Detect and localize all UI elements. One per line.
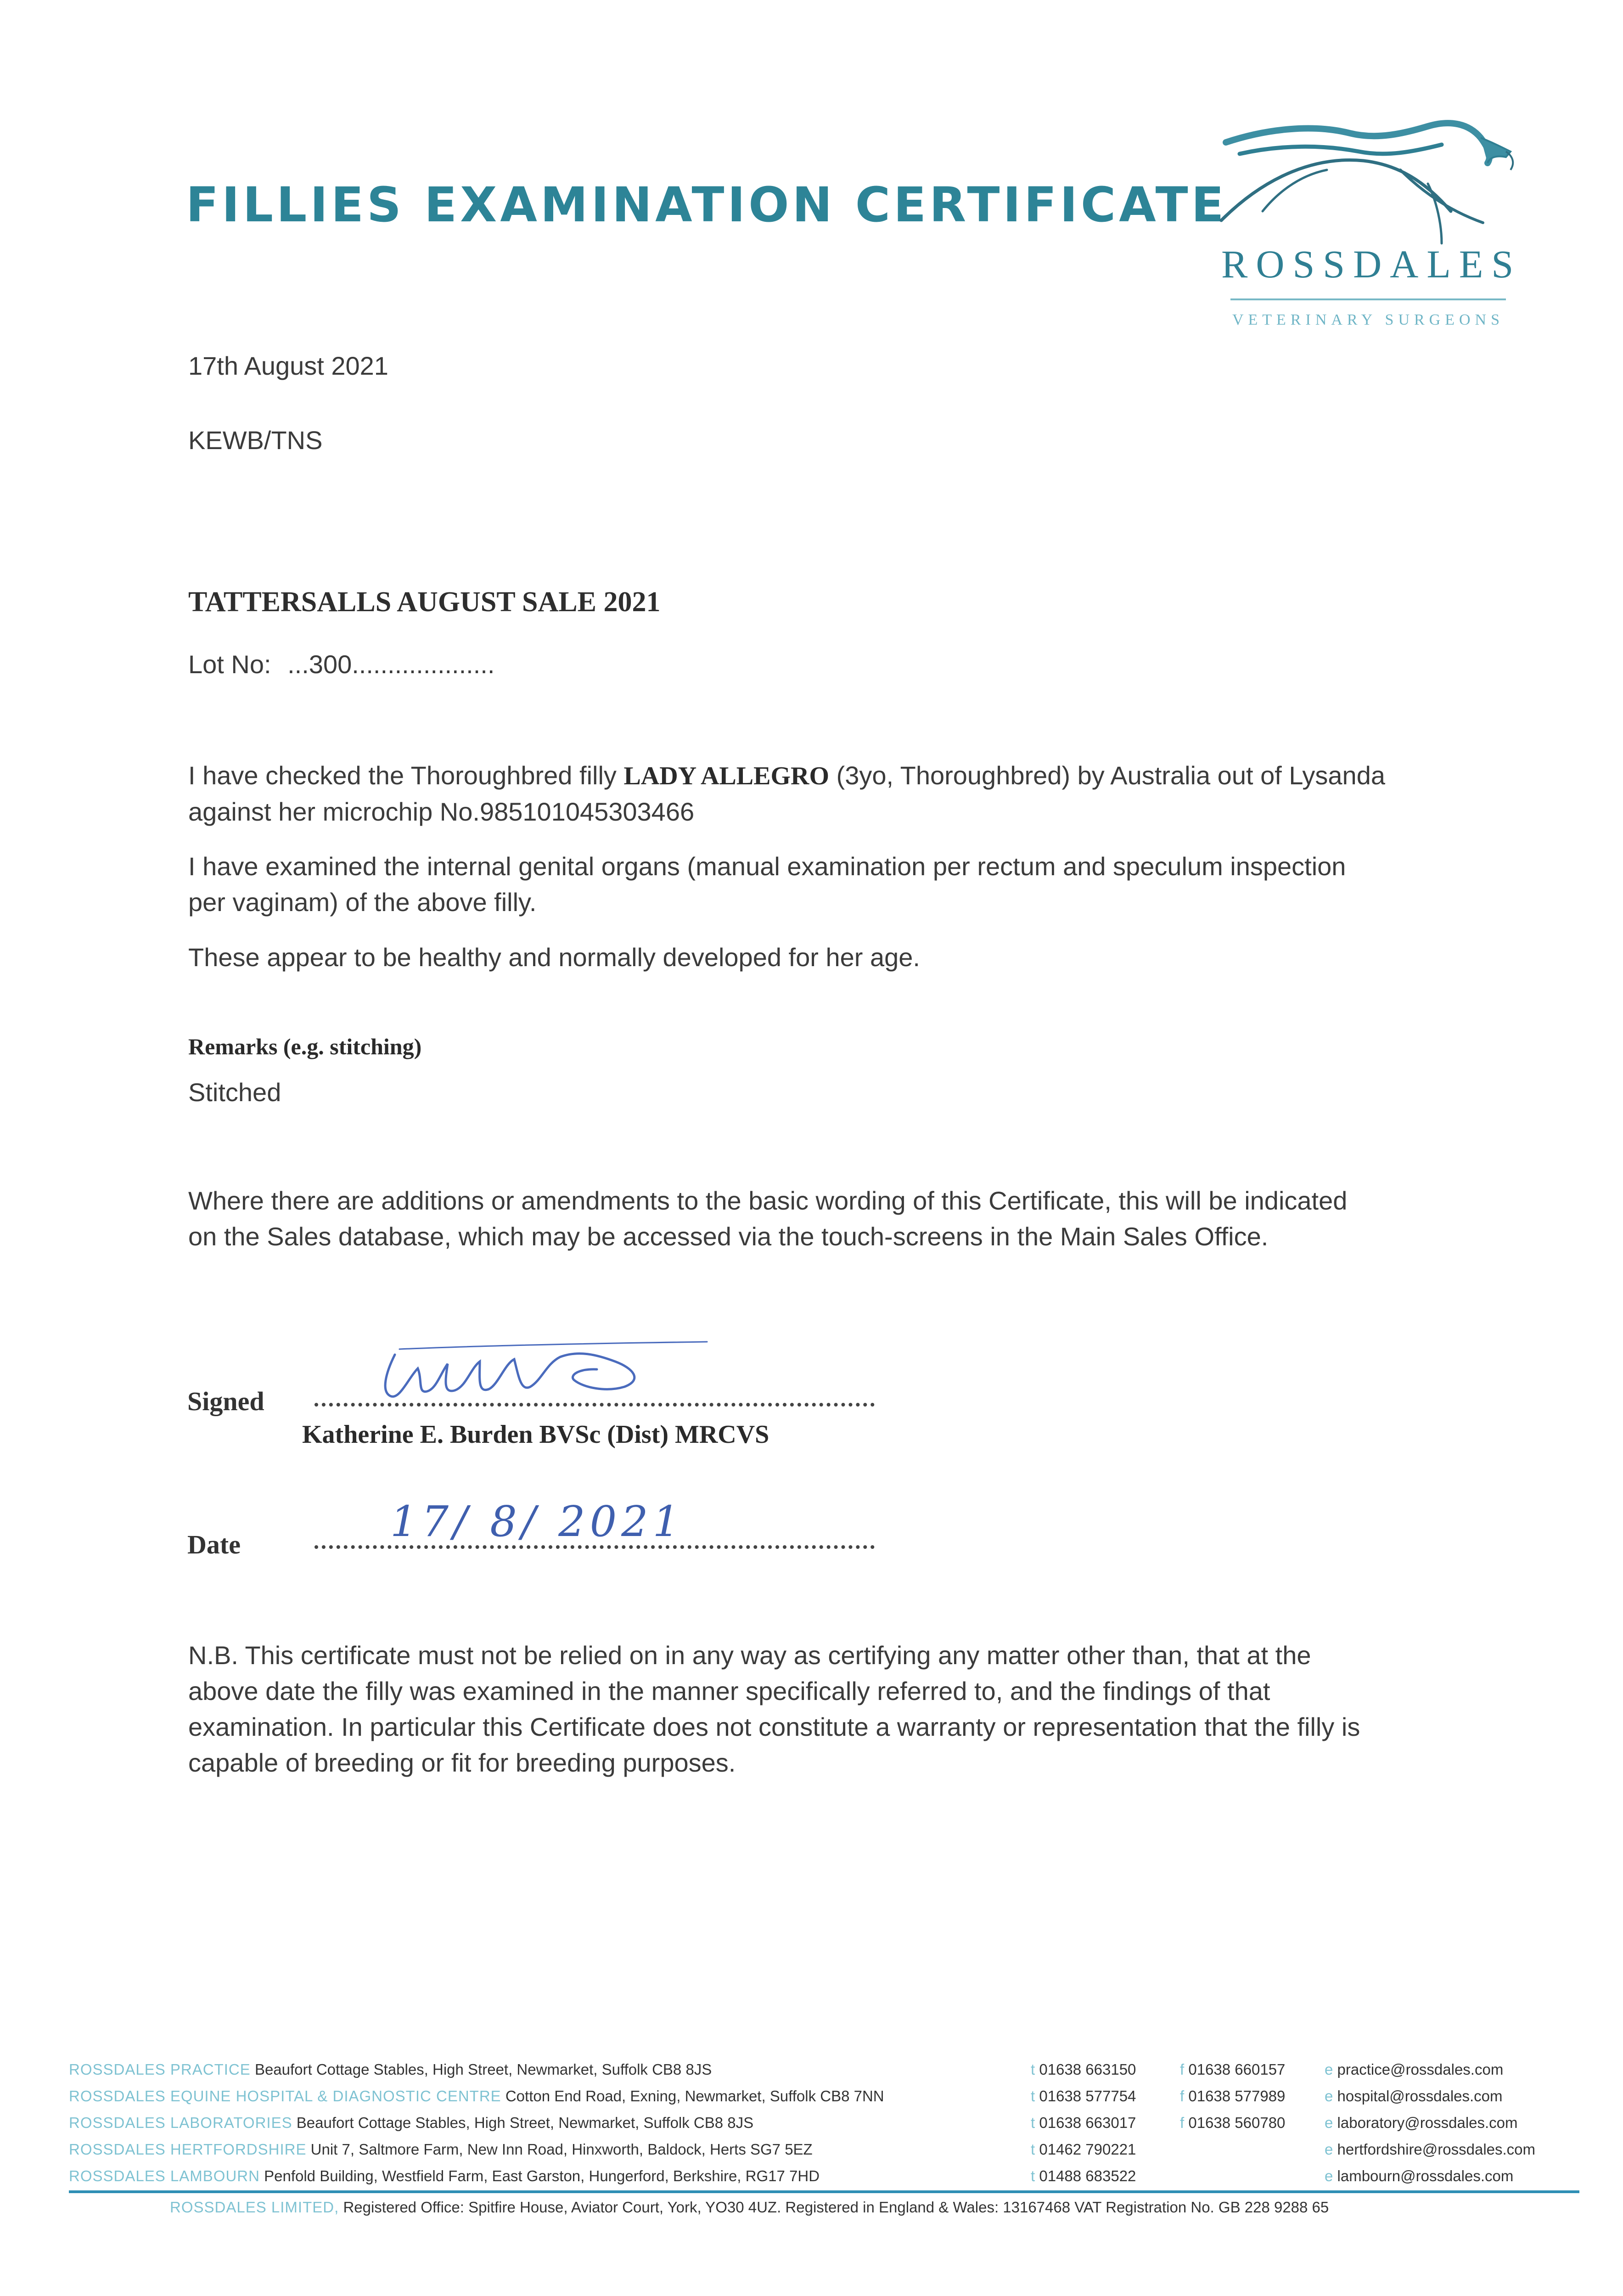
footer-divider bbox=[69, 2190, 1579, 2193]
email-address: hertfordshire@rossdales.com bbox=[1337, 2141, 1536, 2158]
footer-faxes bbox=[1180, 2056, 1331, 2136]
nb-line2: above date the filly was examined in the manner specifically referred to, and the findings of that bbox=[188, 1677, 1270, 1705]
paragraph-amendments bbox=[188, 1183, 1520, 1255]
paragraph-identification bbox=[188, 758, 1474, 830]
signed-label: Signed bbox=[187, 1386, 264, 1416]
limited-name: ROSSDALES LIMITED, bbox=[170, 2199, 339, 2216]
brand-subtitle: VETERINARY SURGEONS bbox=[1232, 311, 1505, 328]
tel-prefix: t bbox=[1031, 2167, 1035, 2184]
tel-number: 01488 683522 bbox=[1039, 2167, 1136, 2184]
certificate-title: FILLIES EXAMINATION CERTIFICATE bbox=[186, 177, 1227, 233]
tel-number: 01638 663017 bbox=[1039, 2114, 1136, 2131]
nb-line4: capable of breeding or fit for breeding purposes. bbox=[188, 1748, 736, 1777]
email-address: practice@rossdales.com bbox=[1337, 2061, 1504, 2078]
footer-row bbox=[69, 2056, 1010, 2083]
signature-icon bbox=[367, 1336, 716, 1410]
tel-number: 01638 577754 bbox=[1039, 2088, 1136, 2105]
remarks-label: Remarks (e.g. stitching) bbox=[188, 1034, 422, 1059]
sale-title: TATTERSALLS AUGUST SALE 2021 bbox=[188, 586, 661, 618]
remarks-value: Stitched bbox=[188, 1078, 281, 1107]
footer-registration bbox=[170, 2194, 1593, 2221]
fax-number: 01638 660157 bbox=[1188, 2061, 1286, 2078]
practice-address: Penfold Building, Westfield Farm, East Garston, Hungerford, Berkshire, RG17 7HD bbox=[264, 2167, 820, 2184]
certificate-date: 17th August 2021 bbox=[188, 351, 388, 380]
tel-prefix: t bbox=[1031, 2141, 1035, 2158]
practice-address: Beaufort Cottage Stables, High Street, Newmarket, Suffolk CB8 8JS bbox=[296, 2114, 754, 2131]
p2-line2: per vaginam) of the above filly. bbox=[188, 888, 537, 917]
email-address: lambourn@rossdales.com bbox=[1337, 2167, 1514, 2184]
p1-text-after: (3yo, Thoroughbred) by Australia out of Lysanda bbox=[829, 761, 1385, 790]
lot-value: ...300.................... bbox=[287, 650, 495, 679]
email-prefix: e bbox=[1325, 2167, 1333, 2184]
email-prefix: e bbox=[1325, 2114, 1333, 2131]
p1-text: I have checked the Thoroughbred filly bbox=[188, 761, 624, 790]
footer-row bbox=[69, 2136, 1010, 2163]
footer-row bbox=[69, 2163, 1010, 2189]
practice-name: ROSSDALES LAMBOURN bbox=[69, 2167, 260, 2184]
footer-emails bbox=[1325, 2056, 1582, 2189]
practice-address: Unit 7, Saltmore Farm, New Inn Road, Hinxworth, Baldock, Herts SG7 5EZ bbox=[310, 2141, 813, 2158]
nb-disclaimer bbox=[188, 1638, 1547, 1781]
tel-prefix: t bbox=[1031, 2088, 1035, 2105]
email-prefix: e bbox=[1325, 2088, 1333, 2105]
handwritten-signature bbox=[367, 1336, 716, 1410]
email-address: hospital@rossdales.com bbox=[1337, 2088, 1503, 2105]
rossdales-logo bbox=[1212, 106, 1524, 344]
footer-row bbox=[69, 2110, 1010, 2136]
footer-addresses bbox=[69, 2056, 1010, 2189]
practice-address: Beaufort Cottage Stables, High Street, Newmarket, Suffolk CB8 8JS bbox=[254, 2061, 712, 2078]
registration-text: Registered Office: Spitfire House, Aviator Court, York, YO30 4UZ. Registered in England & Wales: 13167468 VAT Registration No. GB 228 9288 65 bbox=[343, 2199, 1329, 2216]
practice-address: Cotton End Road, Exning, Newmarket, Suffolk CB8 7NN bbox=[505, 2088, 884, 2105]
signature-dotted-line bbox=[314, 1403, 875, 1407]
brand-name: ROSSDALES bbox=[1221, 242, 1522, 286]
fax-prefix: f bbox=[1180, 2088, 1185, 2105]
tel-number: 01638 663150 bbox=[1039, 2061, 1136, 2078]
footer-telephones bbox=[1031, 2056, 1185, 2189]
tel-prefix: t bbox=[1031, 2061, 1035, 2078]
horse-name: LADY ALLEGRO bbox=[623, 762, 830, 790]
lot-label: Lot No: bbox=[188, 650, 271, 679]
nb-line3: examination. In particular this Certificate does not constitute a warranty or representation that the filly is bbox=[188, 1712, 1360, 1741]
paragraph-findings: These appear to be healthy and normally developed for her age. bbox=[188, 943, 920, 972]
tel-prefix: t bbox=[1031, 2114, 1035, 2131]
fax-number: 01638 577989 bbox=[1188, 2088, 1286, 2105]
date-label: Date bbox=[187, 1530, 241, 1559]
email-address: laboratory@rossdales.com bbox=[1337, 2114, 1518, 2131]
signer-name: Katherine E. Burden BVSc (Dist) MRCVS bbox=[302, 1420, 769, 1449]
microchip-line: against her microchip No.985101045303466 bbox=[188, 797, 695, 826]
p2-line1: I have examined the internal genital organs (manual examination per rectum and speculum inspection bbox=[188, 852, 1346, 881]
tel-number: 01462 790221 bbox=[1039, 2141, 1136, 2158]
fax-prefix: f bbox=[1180, 2061, 1185, 2078]
fax-number: 01638 560780 bbox=[1188, 2114, 1286, 2131]
email-prefix: e bbox=[1325, 2141, 1333, 2158]
fax-prefix: f bbox=[1180, 2114, 1185, 2131]
practice-name: ROSSDALES HERTFORDSHIRE bbox=[69, 2141, 307, 2158]
amend-line1: Where there are additions or amendments to the basic wording of this Certificate, this will be indicated bbox=[188, 1186, 1348, 1215]
horse-logo-icon bbox=[1212, 106, 1524, 257]
practice-name: ROSSDALES EQUINE HOSPITAL & DIAGNOSTIC CENTRE bbox=[69, 2088, 501, 2105]
nb-line1: N.B. This certificate must not be relied on in any way as certifying any matter other than, that at the bbox=[188, 1641, 1311, 1670]
amend-line2: on the Sales database, which may be accessed via the touch-screens in the Main Sales Office. bbox=[188, 1222, 1269, 1251]
email-prefix: e bbox=[1325, 2061, 1333, 2078]
brand-divider bbox=[1230, 298, 1506, 300]
handwritten-date: 17/ 8/ 2021 bbox=[390, 1497, 685, 1546]
footer-row bbox=[69, 2083, 1010, 2110]
practice-name: ROSSDALES PRACTICE bbox=[69, 2061, 251, 2078]
paragraph-examination bbox=[188, 849, 1520, 920]
reference-code: KEWB/TNS bbox=[188, 426, 323, 455]
practice-name: ROSSDALES LABORATORIES bbox=[69, 2114, 292, 2131]
date-dotted-line bbox=[314, 1545, 875, 1549]
lot-number bbox=[188, 647, 494, 682]
